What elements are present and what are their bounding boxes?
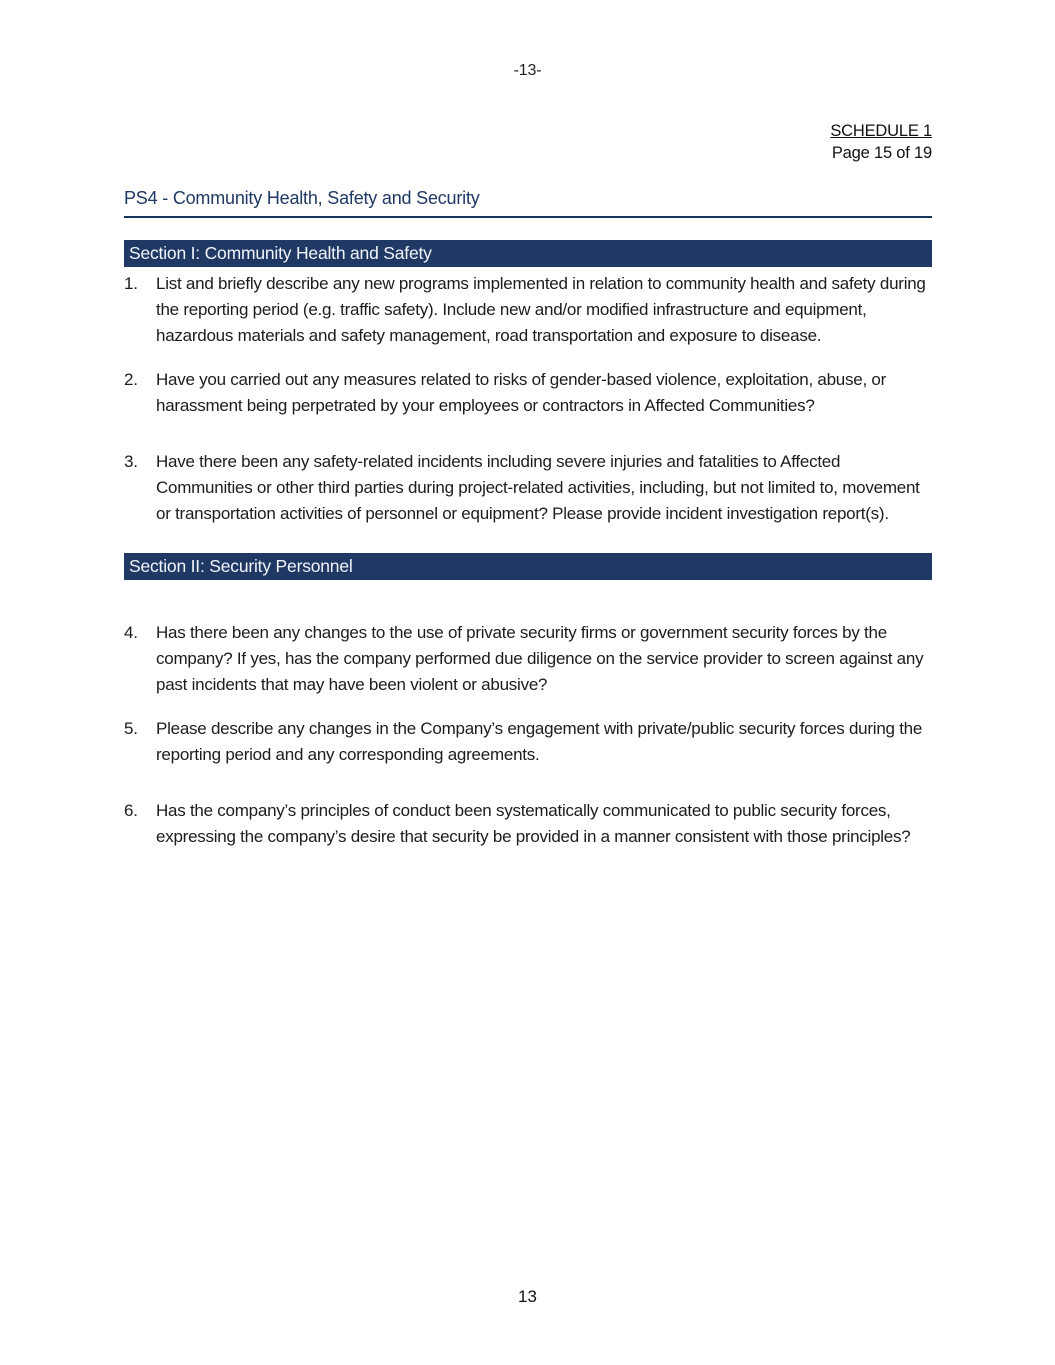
question-item-5 xyxy=(124,716,932,768)
question-item-6 xyxy=(124,798,932,850)
question-text: List and briefly describe any new programs implemented in relation to community health and safety during the reporting period (e.g. traffic safety). Include new and/or modified infrastructure and equipment, hazardous materials and safety management, road transportation and exposure to disease. xyxy=(156,274,926,345)
question-item-4 xyxy=(124,620,932,698)
document-body xyxy=(124,188,932,850)
schedule-block xyxy=(0,120,932,164)
question-text: Has the company’s principles of conduct been systematically communicated to public security forces, expressing the company’s desire that security be provided in a manner consistent with those principles? xyxy=(156,801,911,846)
footer-page-number: 13 xyxy=(518,1287,537,1306)
schedule-page-indicator: Page 15 of 19 xyxy=(831,144,932,162)
section-2-questions xyxy=(124,620,932,850)
section-1-questions xyxy=(124,271,932,527)
question-number: 3. xyxy=(124,452,138,471)
question-text: Have you carried out any measures related to risks of gender-based violence, exploitation, abuse, or harassment being perpetrated by your employees or contractors in Affected Communities? xyxy=(156,370,887,415)
question-number: 4. xyxy=(124,623,138,642)
question-item-1 xyxy=(124,271,932,349)
question-number: 5. xyxy=(124,719,138,738)
document-title: PS4 - Community Health, Safety and Security xyxy=(124,188,932,218)
question-text: Please describe any changes in the Company’s engagement with private/public security forces during the reporting period and any corresponding agreements. xyxy=(156,719,923,764)
schedule-label: SCHEDULE 1 xyxy=(830,122,932,140)
question-text: Have there been any safety-related incidents including severe injuries and fatalities to Affected Communities or other third parties during project-related activities, including, but not limited to, movement or transportation activities of personnel or equipment? Please provide incident investigation report(s). xyxy=(156,452,920,523)
question-item-3 xyxy=(124,449,932,527)
question-text: Has there been any changes to the use of private security firms or government security forces by the company? If yes, has the company performed due diligence on the service provider to screen against any past incidents that may have been violent or abusive? xyxy=(156,623,924,694)
question-item-2 xyxy=(124,367,932,419)
section-1-heading: Section I: Community Health and Safety xyxy=(124,240,932,267)
question-number: 2. xyxy=(124,370,138,389)
question-number: 6. xyxy=(124,801,138,820)
header-page-number: -13- xyxy=(513,62,542,79)
section-2-heading: Section II: Security Personnel xyxy=(124,553,932,580)
question-number: 1. xyxy=(124,274,138,293)
